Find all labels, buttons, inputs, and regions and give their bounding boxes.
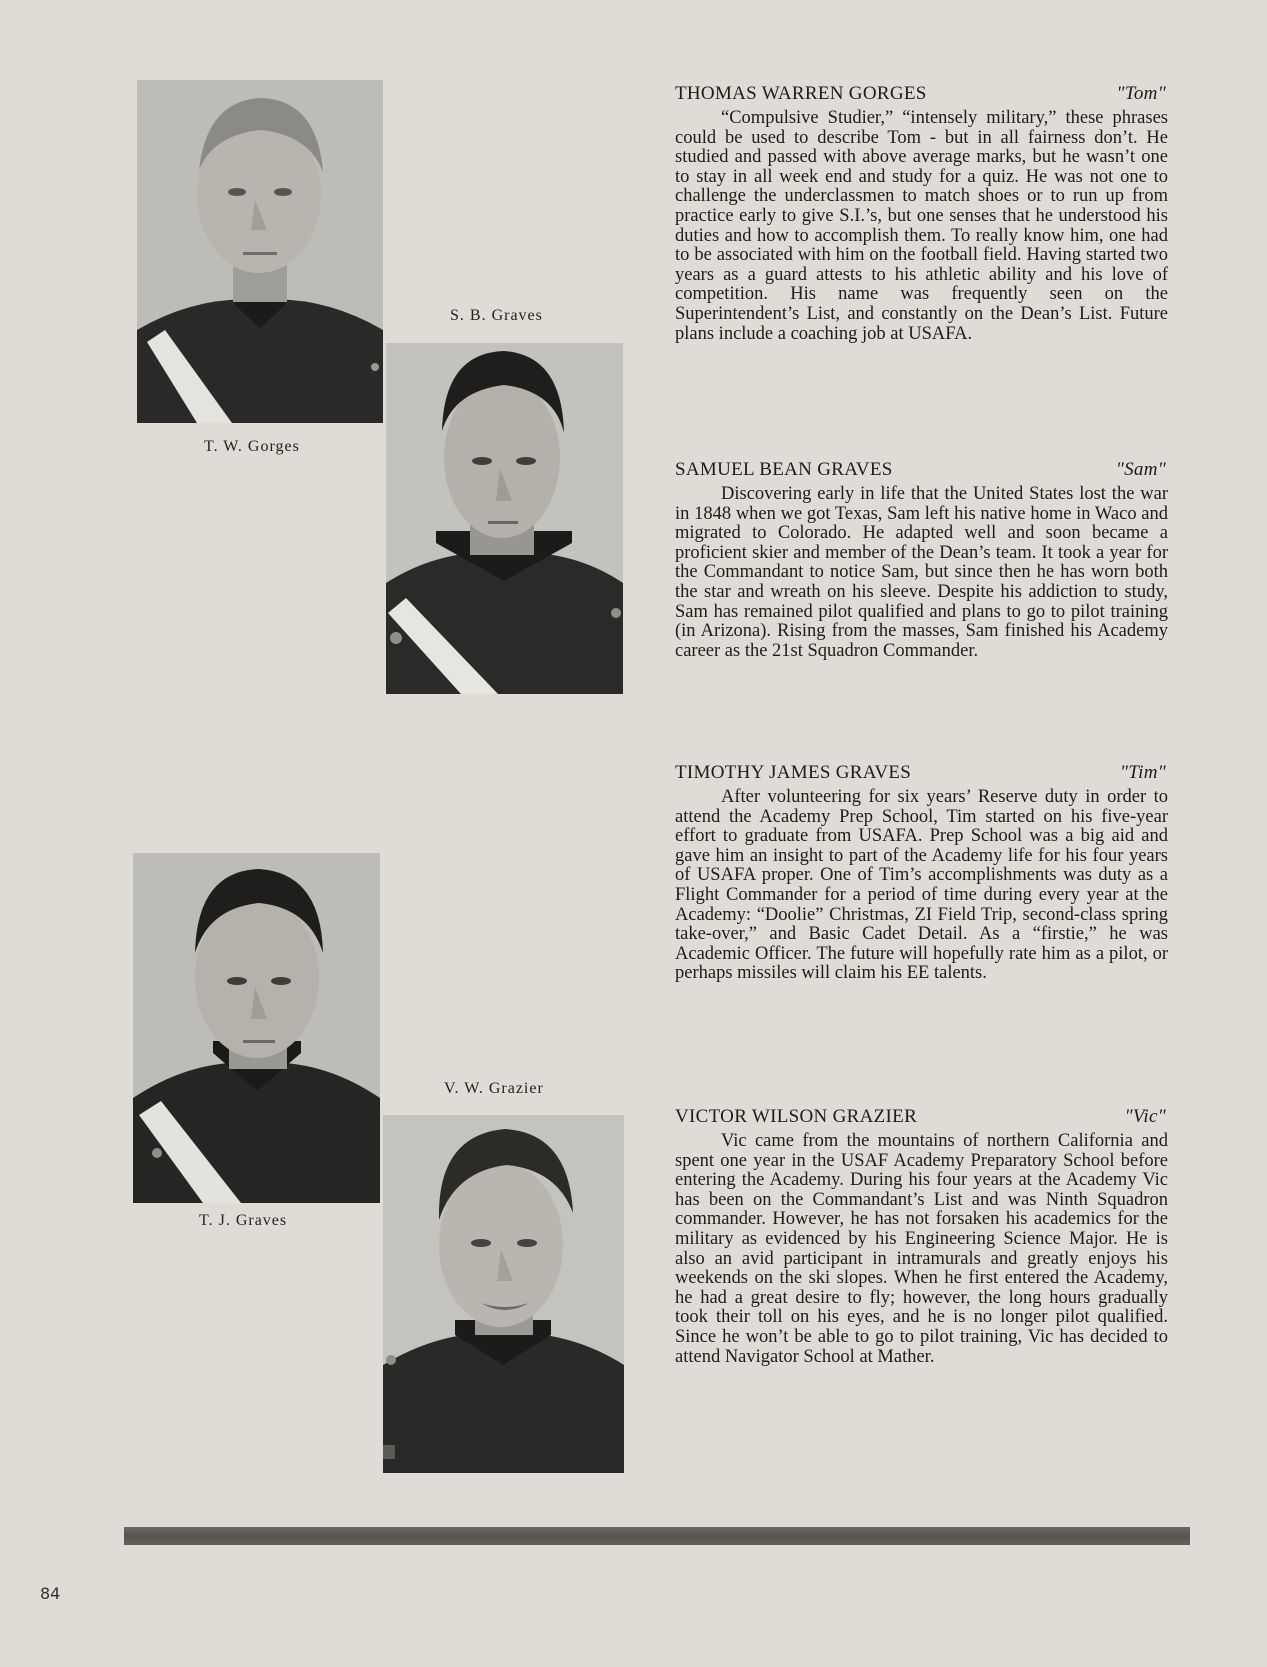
bio-text: After volunteering for six years’ Reserve duty in order to attend the Academy Prep School, Tim started on his five-year effort to graduate from USAFA. Prep School was a big aid and gave him an insight to part of the Academy life for his four years of USAFA proper. One of Tim’s accomplishments was duty as a Flight Commander for a period of time during every year at the Academy: “Doolie” Christmas, ZI Field Trip, second-class spring take-over,” and Basic Cadet Detail. As a “firstie,” he was Academic Officer. The future will hopefully rate him as a pilot, or perhaps missiles will claim his EE talents. xyxy=(675,787,1168,984)
bio-grazier xyxy=(675,1106,1168,1367)
bio-nickname: "Tom" xyxy=(1116,83,1166,104)
portrait-sb-graves xyxy=(386,343,623,694)
page-number: 84 xyxy=(40,1584,61,1603)
bio-name: SAMUEL BEAN GRAVES xyxy=(675,459,893,480)
bio-nickname: "Vic" xyxy=(1124,1106,1166,1127)
bio-nickname: "Tim" xyxy=(1120,762,1166,783)
bio-tj-graves xyxy=(675,762,1168,984)
portrait-grazier xyxy=(383,1115,624,1473)
caption-grazier: V. W. Grazier xyxy=(444,1080,544,1097)
caption-tj-graves: T. J. Graves xyxy=(199,1212,288,1229)
footer-rule xyxy=(124,1527,1190,1545)
bio-name: VICTOR WILSON GRAZIER xyxy=(675,1106,918,1127)
caption-sb-graves: S. B. Graves xyxy=(450,307,543,324)
bio-text: Discovering early in life that the United States lost the war in 1848 when we got Texas, Sam left his native home in Waco and migrated to Colorado. He adapted well and soon became a proficient skier and member of the Dean’s team. It took a year for the Commandant to notice Sam, but since then he has worn both the star and wreath on his sleeve. Despite his addiction to study, Sam has remained pilot qualified and plans to go to pilot training (in Arizona). Rising from the masses, Sam finished his Academy career as the 21st Squadron Commander. xyxy=(675,484,1168,661)
portrait-gorges xyxy=(137,80,383,423)
caption-gorges: T. W. Gorges xyxy=(204,438,300,455)
bio-name: TIMOTHY JAMES GRAVES xyxy=(675,762,912,783)
portrait-tj-graves xyxy=(133,853,380,1203)
bio-name: THOMAS WARREN GORGES xyxy=(675,83,927,104)
bio-nickname: "Sam" xyxy=(1115,459,1166,480)
bio-sb-graves xyxy=(675,459,1168,661)
bio-text: “Compulsive Studier,” “intensely military,” these phrases could be used to describe Tom - but in all fairness don’t. He studied and passed with above average marks, but he wasn’t one to stay in all week end and study for a quiz. He was not one to challenge the underclassmen to match shoes or to run up from practice early to give S.I.’s, but one senses that he understood his duties and how to accomplish them. To really know him, one had to be associated with him on the football field. Having started two years as a guard attests to his athletic ability and his love of competition. His name was frequently seen on the Superintendent’s List, and constantly on the Dean’s List. Future plans include a coaching job at USAFA. xyxy=(675,108,1168,344)
bio-text: Vic came from the mountains of northern California and spent one year in the USAF Academy Preparatory School before entering the Academy. During his four years at the Academy Vic has been on the Commandant’s List and was Ninth Squadron commander. However, he has not forsaken his academics for the military as evidenced by his Engineering Science Major. He is also an avid participant in intramurals and greatly enjoys his weekends on the ski slopes. When he first entered the Academy, he had a great desire to fly; however, the long hours gradually took their toll on his eyes, and he is no longer pilot qualified. Since he won’t be able to go to pilot training, Vic has decided to attend Navigator School at Mather. xyxy=(675,1131,1168,1367)
bio-gorges xyxy=(675,83,1168,344)
